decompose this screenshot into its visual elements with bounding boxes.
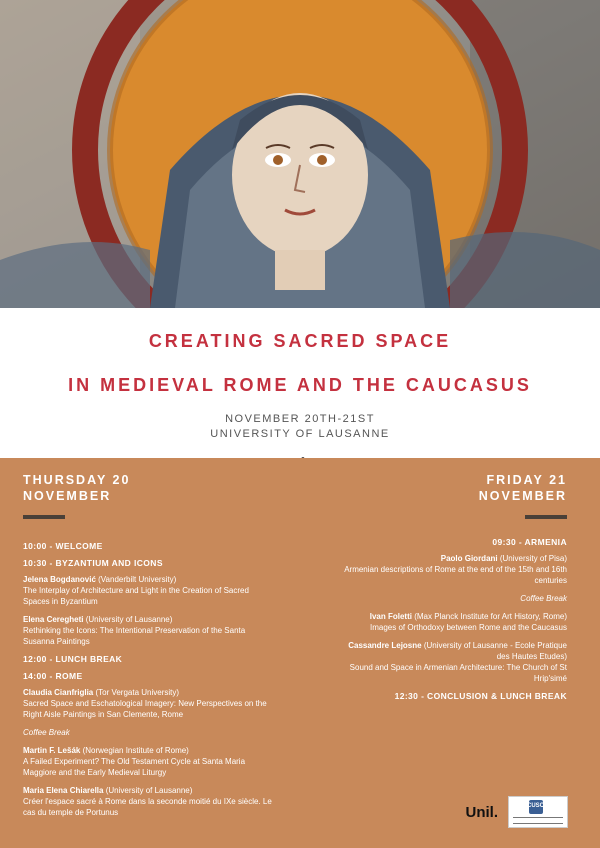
thursday-heading [23, 472, 130, 504]
talk-foletti [337, 611, 567, 633]
friday-day: FRIDAY 21 [486, 473, 567, 487]
slot-welcome: 10:00 - WELCOME [23, 541, 103, 551]
talk-chiarella [23, 785, 273, 818]
talk-title: Créer l'espace sacré à Rome dans la seconde moitié du IXe siècle. Le cas du temple de Portunus [23, 797, 272, 817]
speaker-affiliation: (University of Lausanne) [83, 615, 173, 624]
speaker-affiliation: (University of Lausanne) [103, 786, 193, 795]
hero-fresco-image [0, 0, 600, 308]
speaker-name: Cassandre Lejosne [348, 641, 422, 650]
speaker-name: Claudia Cianfriglia [23, 688, 94, 697]
event-dates: NOVEMBER 20TH-21ST [225, 413, 375, 425]
thursday-rule [23, 515, 65, 519]
unil-logo: Unil. [465, 803, 498, 821]
speaker-affiliation: (Max Planck Institute for Art History, Rome) [411, 612, 567, 621]
cuso-fine-print [513, 817, 563, 824]
speaker-affiliation: (University of Lausanne - Ecole Pratique des Hautes Etudes) [421, 641, 567, 661]
speaker-affiliation: (Tor Vergata University) [93, 688, 180, 697]
speaker-name: Maria Elena Chiarella [23, 786, 104, 795]
title-block [0, 308, 600, 458]
cuso-logo-text: CUSO [527, 803, 545, 809]
talk-giordani [337, 553, 567, 586]
event-title-line-1: CREATING SACRED SPACE [148, 331, 452, 351]
slot-conclusion: 12:30 - CONCLUSION & LUNCH BREAK [394, 691, 567, 701]
speaker-name: Ivan Foletti [369, 612, 412, 621]
talk-bogdanovic [23, 574, 273, 607]
speaker-affiliation: (Vanderbilt University) [95, 575, 177, 584]
event-university: UNIVERSITY OF LAUSANNE [210, 428, 390, 440]
friday-rule [525, 515, 567, 519]
talk-title: The Interplay of Architecture and Light in the Creation of Sacred Spaces in Byzantium [23, 586, 249, 606]
speaker-name: Jelena Bogdanović [23, 575, 96, 584]
speaker-affiliation: (University of Pisa) [497, 554, 567, 563]
talk-title: Rethinking the Icons: The Intentional Preservation of the Santa Susanna Paintings [23, 626, 246, 646]
coffee-break-friday: Coffee Break [520, 594, 567, 603]
slot-byzantium: 10:30 - BYZANTIUM AND ICONS [23, 558, 163, 568]
event-title-line-2: IN MEDIEVAL ROME AND THE CAUCASUS [68, 375, 532, 395]
talk-ceregheti [23, 614, 273, 647]
talk-title: A Failed Experiment? The Old Testament Cycle at Santa Maria Maggiore and the Early Medieval Liturgy [23, 757, 246, 777]
cuso-logo [508, 796, 568, 828]
friday-month: NOVEMBER [478, 489, 567, 503]
friday-column [337, 531, 567, 707]
talk-title: Sacred Space and Eschatological Imagery: New Perspectives on the Right Aisle Paintings in San Clemente, Rome [23, 699, 267, 719]
speaker-name: Paolo Giordani [440, 554, 498, 563]
friday-heading [479, 472, 567, 504]
talk-title: Armenian descriptions of Rome at the end of the 15th and 16th centuries [344, 565, 567, 585]
slot-rome: 14:00 - ROME [23, 671, 83, 681]
talk-title: Sound and Space in Armenian Architecture: The Church of St Hrip'simé [349, 663, 567, 683]
coffee-break-thursday: Coffee Break [23, 728, 70, 737]
talk-lesak [23, 745, 273, 778]
thursday-month: NOVEMBER [23, 489, 112, 503]
speaker-affiliation: (Norwegian Institute of Rome) [80, 746, 189, 755]
speaker-name: Elena Ceregheti [23, 615, 84, 624]
talk-title: Images of Orthodoxy between Rome and the Caucasus [370, 623, 567, 632]
program-panel [0, 458, 600, 848]
sponsor-logos [466, 796, 569, 828]
talk-cianfriglia [23, 687, 273, 720]
speaker-name: Martin F. Lešák [23, 746, 81, 755]
thursday-day: THURSDAY 20 [23, 473, 131, 487]
thursday-column [23, 535, 273, 825]
talk-lejosne [337, 640, 567, 684]
slot-lunch: 12:00 - LUNCH BREAK [23, 654, 123, 664]
slot-armenia: 09:30 - ARMENIA [492, 537, 567, 547]
